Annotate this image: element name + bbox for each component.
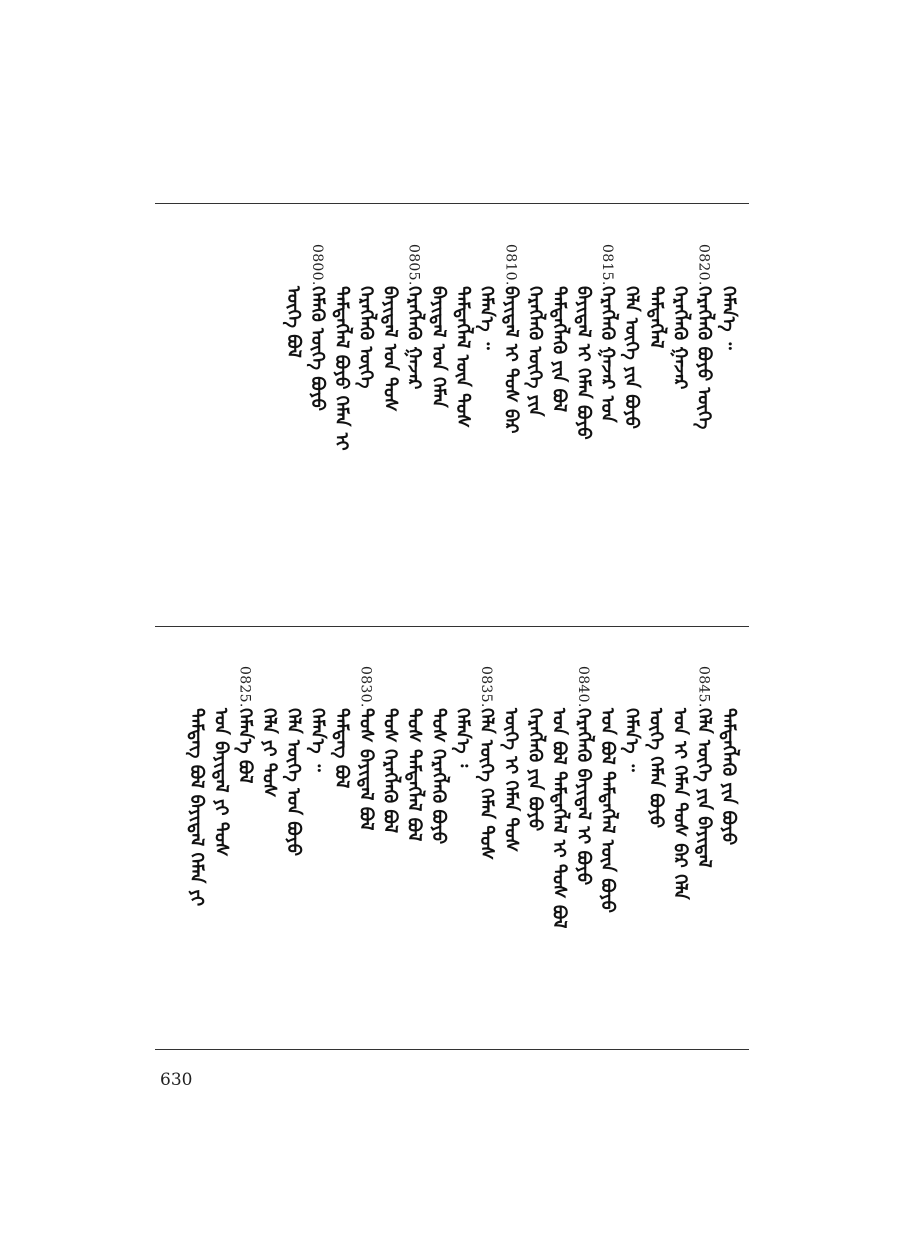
- line-number: 0840.: [574, 666, 591, 708]
- line-text: ᠤᠨ ᠢ ᠬᠡᠮᠡᠨ ᠲᠤᠰ ᠪᠡᠷ ᠬᠡᠯᠡ: [669, 708, 691, 900]
- line-text: ᠲᠤᠰ ᠪᠠᠶᠢᠳᠠᠯ ᠪᠣᠯ: [355, 708, 377, 831]
- text-line: [329, 660, 353, 1040]
- text-line: [668, 238, 692, 618]
- line-text: ᠲᠡᠮᠳᠡᠭᠯᠡᠯ ᠪᠤᠶᠤ ᠬᠡᠮᠡᠨ ᠢ: [331, 286, 353, 451]
- line-text: ᠬᠡᠯᠡ ᠦᠭᠡ ᠶᠢᠨ ᠪᠠᠶᠢᠳᠠᠯ: [693, 708, 715, 868]
- text-line: [692, 660, 716, 1040]
- line-text: ᠬᠡᠯᠡ ᠦᠭᠡ ᠬᠡᠮᠡᠨ ᠲᠤᠰ: [476, 708, 498, 860]
- text-line: [523, 660, 547, 1040]
- text-line: [547, 238, 571, 618]
- text-section-bottom: [160, 660, 740, 1040]
- line-text: ᠪᠠᠶᠢᠳᠠᠯ ᠤᠨ ᠬᠡᠮᠡᠨ: [427, 286, 449, 408]
- top-rule: [155, 203, 749, 204]
- line-text: ᠬᠡᠯᠡ ᠦᠭᠡ ᠤᠨ ᠪᠤᠶᠤ: [282, 708, 304, 857]
- line-text: ᠬᠡᠷᠡᠭᠯᠡᠬᠦ ᠭᠠᠵᠠᠷ ᠤᠨ: [597, 286, 618, 423]
- line-text: ᠲᠡᠮᠳᠡᠭᠯᠡᠯ: [645, 286, 667, 349]
- text-line: [281, 660, 305, 1040]
- line-text: ᠬᠡᠷᠡᠭᠯᠡᠬᠦ ᠶᠢᠨ ᠪᠤᠶᠤ: [524, 708, 546, 832]
- text-line: [402, 660, 426, 1040]
- line-text: ᠤᠨ ᠪᠠᠶᠢᠳᠠᠯ ᠶᠢ ᠲᠤᠰ: [210, 708, 232, 857]
- line-text: ᠬᠡᠯᠡ ᠦᠭᠡ ᠶᠢᠨ ᠪᠤᠶᠤ: [621, 286, 643, 429]
- text-line: [716, 238, 740, 618]
- line-text: ᠲᠡᠮᠳᠡᠭᠯᠡᠬᠦ ᠶᠢᠨ ᠪᠤᠶᠤ: [717, 708, 739, 846]
- text-line: [523, 238, 547, 618]
- text-line: [474, 660, 498, 1040]
- text-line: [619, 238, 643, 618]
- line-text: ᠦᠭᠡ ᠪᠤᠯ: [282, 286, 304, 358]
- text-line: [450, 660, 474, 1040]
- text-line: [353, 238, 377, 618]
- line-number: 0805.: [405, 244, 422, 286]
- text-line: [402, 238, 426, 618]
- line-text: ᠲᠤᠰ ᠬᠡᠷᠡᠭᠯᠡᠬᠦ ᠪᠤᠶᠤ: [427, 708, 449, 845]
- line-text: ᠪᠠᠶᠢᠳᠠᠯ ᠤᠨ ᠲᠤᠰ: [379, 286, 401, 412]
- line-text: ᠬᠡᠮᠡᠨ᠎ᠡ ᠪᠣᠯ: [234, 708, 256, 784]
- text-line: [547, 660, 571, 1040]
- text-line: [426, 660, 450, 1040]
- line-text: ᠪᠠᠶᠢᠳᠠᠯ ᠢ ᠬᠡᠮᠡᠨ ᠪᠤᠶᠤ: [572, 286, 594, 440]
- text-line: [474, 238, 498, 618]
- text-line: [716, 660, 740, 1040]
- text-line: [668, 660, 692, 1040]
- text-line: [257, 660, 281, 1040]
- text-line: [595, 660, 619, 1040]
- middle-rule: [155, 626, 749, 627]
- text-line: [498, 238, 522, 618]
- text-line: [619, 660, 643, 1040]
- line-text: ᠬᠡᠮᠡᠨ᠎ᠡ ᠃: [621, 708, 643, 772]
- text-line: [692, 238, 716, 618]
- text-line: [184, 660, 208, 1040]
- line-text: ᠲᠡᠮᠳᠡᠭ ᠪᠣᠯ ᠪᠠᠶᠢᠳᠠᠯ ᠬᠡᠮᠡᠨ ᠶᠢ: [186, 708, 208, 907]
- text-line: [353, 660, 377, 1040]
- line-text: ᠲᠡᠮᠳᠡᠭᠯᠡᠬᠦ ᠶᠢᠨ ᠪᠣᠯ: [548, 286, 570, 413]
- line-text: ᠬᠡᠷᠡᠭᠯᠡᠬᠦ ᠭᠠᠵᠠᠷ: [669, 286, 691, 390]
- line-text: ᠤᠨ ᠪᠣᠯ ᠲᠡᠮᠳᠡᠭᠯᠡᠯ ᠢ ᠲᠤᠰ ᠪᠤᠯ: [548, 708, 570, 929]
- text-line: [208, 660, 232, 1040]
- line-text: ᠲᠡᠮᠳᠡᠭ ᠪᠣᠯ: [331, 708, 353, 789]
- line-text: ᠬᠡᠮᠡᠨ᠎ᠡ ᠄: [452, 708, 473, 768]
- line-number: 0825.: [236, 666, 253, 708]
- line-text: ᠦᠭᠡ ᠢ ᠬᠡᠮᠡᠨ ᠲᠤᠰ: [500, 708, 522, 853]
- text-line: [595, 238, 619, 618]
- line-text: ᠤᠨ ᠪᠣᠯ ᠲᠡᠮᠳᠡᠭᠯᠡᠯ ᠦᠨ ᠪᠤᠶᠤ: [597, 708, 618, 913]
- text-section-top: [160, 238, 740, 618]
- line-text: ᠲᠤᠰ ᠲᠡᠮᠳᠡᠭᠯᠡᠯ ᠪᠣᠯ: [403, 708, 425, 842]
- line-number: 0835.: [478, 666, 495, 708]
- line-text: ᠲᠤᠰ ᠬᠡᠷᠡᠭᠯᠡᠬᠦ ᠪᠣᠯ: [379, 708, 401, 834]
- text-line: [426, 238, 450, 618]
- line-number: 0815.: [599, 244, 615, 286]
- line-text: ᠬᠡᠷᠡᠭᠯᠡᠬᠦ ᠪᠠᠶᠢᠳᠠᠯ ᠢ ᠪᠤᠶᠤ: [572, 708, 594, 886]
- line-text: ᠬᠡᠷᠡᠭᠯᠡᠬᠦ ᠦᠭᠡ: [355, 286, 377, 389]
- text-line: [571, 238, 595, 618]
- text-line: [329, 238, 353, 618]
- line-text: ᠬᠡᠮᠡᠨ᠎ᠡ ᠃: [476, 286, 498, 350]
- line-number: 0810.: [502, 244, 519, 286]
- line-text: ᠲᠡᠮᠳᠡᠭᠯᠡᠯ ᠦᠨ ᠲᠤᠰ: [452, 286, 473, 428]
- line-number: 0820.: [695, 244, 712, 286]
- line-text: ᠬᠡᠮᠡᠨ᠎ᠡ ᠃: [307, 708, 328, 772]
- line-text: ᠪᠠᠶᠢᠳᠠᠯ ᠢ ᠲᠤᠰ ᠪᠡᠷ: [500, 286, 522, 434]
- line-number: 0845.: [695, 666, 712, 708]
- text-line: [571, 660, 595, 1040]
- line-number: 0830.: [357, 666, 374, 708]
- line-text: ᠬᠡᠷᠡᠭᠯᠡᠬᠦ ᠦᠭᠡ ᠶᠢᠨ: [524, 286, 546, 417]
- text-line: [450, 238, 474, 618]
- line-text: ᠬᠡᠮᠡᠬᠦ ᠦᠭᠡ ᠪᠤᠶᠤ: [307, 286, 328, 411]
- text-line: [643, 660, 667, 1040]
- text-line: [378, 660, 402, 1040]
- line-number: 0800.: [309, 244, 325, 286]
- line-text: ᠬᠡᠷᠡᠭᠯᠡᠬᠦ ᠭᠠᠵᠠᠷ: [403, 286, 425, 390]
- bottom-rule: [155, 1049, 749, 1050]
- page-number: 630: [160, 1070, 193, 1090]
- line-text: ᠬᠡᠮᠡᠨ᠎ᠡ ᠃: [717, 286, 739, 350]
- text-line: [305, 238, 329, 618]
- text-line: [643, 238, 667, 618]
- line-text: ᠦᠭᠡ ᠬᠡᠮᠡᠨ ᠪᠤᠶᠤ: [645, 708, 667, 828]
- line-text: ᠬᠡᠷᠡᠭᠯᠡᠬᠦ ᠪᠤᠶᠤ ᠦᠭᠡ: [693, 286, 715, 430]
- text-line: [378, 238, 402, 618]
- text-line: [305, 660, 329, 1040]
- text-line: [233, 660, 257, 1040]
- line-text: ᠬᠡᠯᠡ ᠶᠢ ᠲᠤᠰ: [258, 708, 280, 798]
- text-line: [281, 238, 305, 618]
- text-line: [498, 660, 522, 1040]
